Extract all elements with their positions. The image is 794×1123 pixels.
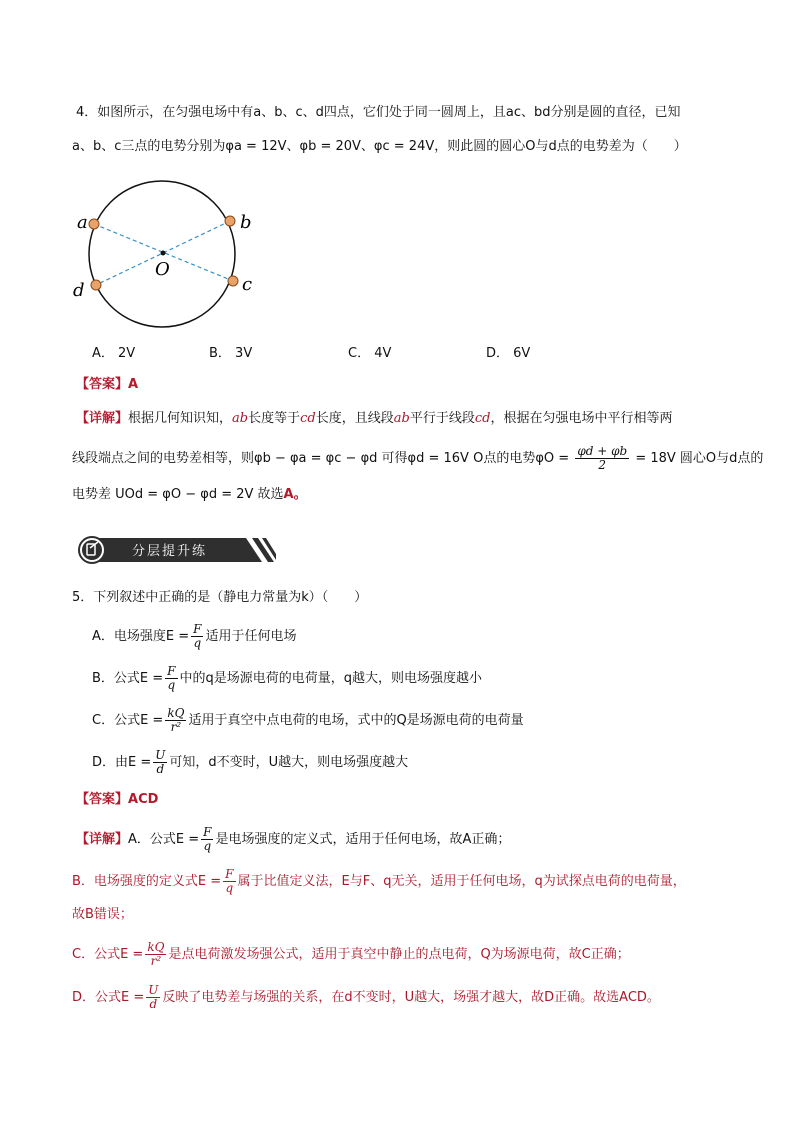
circle-figure	[66, 176, 256, 336]
q5-detail-a: 【详解】A．公式E = $\frac{F}{q}$ 是电场强度的定义式，适用于任何电场，故A正确；	[76, 825, 511, 853]
q4-option-d: D． 6V	[486, 346, 531, 361]
q4-option-b: B． 3V	[209, 346, 253, 361]
q5-detail-b-line2: 故B错误；	[72, 907, 133, 922]
label-c: c	[242, 274, 253, 295]
q4-answer	[76, 375, 138, 395]
label-a: a	[77, 212, 88, 233]
label-d: d	[73, 280, 85, 301]
section-banner	[76, 536, 276, 564]
q5-answer: 【答案】ACD	[76, 792, 159, 807]
q4-detail-line2: 线段端点之间的电势差相等，则φb − φa = φc − φd 可得φd = 16V O点的电势φO = $\frac{\varphi d + \varphi b}{2}$ = 18V 圆心O与d点的	[72, 444, 764, 472]
banner-label: 分层提升练	[132, 544, 208, 559]
answer-label: 【答案】	[76, 377, 129, 392]
q4-option-c: C． 4V	[348, 346, 392, 361]
q5-detail-d: D．公式E = $\frac{U}{d}$ 反映了电势差与场强的关系，在d不变时，U越大，场强才越大，故D正确。故选ACD。	[72, 983, 660, 1011]
q5-option-c: C．公式E = $\frac{kQ}{\text{r²}}$ 适用于真空中点电荷的电场，式中的Q是场源电荷的电荷量	[92, 706, 524, 734]
fraction: $\frac{\varphi d + \varphi b}{2}$	[577, 444, 628, 472]
q4-stem-line1: 4．如图所示，在匀强电场中有a、b、c、d四点，它们处于同一圆周上，且ac、bd分别是圆的直径，已知	[76, 105, 681, 120]
q5-stem: 5．下列叙述中正确的是（静电力常量为k）（ ）	[72, 590, 368, 605]
q5-detail-b: B．电场强度的定义式E = $\frac{F}{q}$ 属于比值定义法，E与F、q无关，适用于任何电场，q为试探点电荷的电荷量，	[72, 867, 686, 895]
q4-detail-line3: 电势差 UOd = φO − φd = 2V 故选A。	[72, 487, 307, 502]
q4-stem-line2: a、b、c三点的电势分别为φa = 12V、φb = 20V、φc = 24V，则此圆的圆心O与d点的电势差为（ ）	[72, 139, 687, 154]
q4-detail-line1: 【详解】根据几何知识知，ab长度等于cd长度，且线段ab平行于线段cd，根据在匀强电场中平行相等两	[76, 411, 673, 426]
q5-detail-c: C．公式E = $\frac{kQ}{\text{r²}}$ 是点电荷激发场强公式，适用于真空中静止的点电荷，Q为场源电荷，故C正确；	[72, 940, 630, 968]
q5-option-b: B．公式E = $\frac{F}{q}$ 中的q是场源电荷的电荷量，q越大，则电场强度越小	[92, 664, 483, 692]
answer-value: A	[128, 377, 139, 392]
label-o: O	[155, 259, 170, 280]
label-b: b	[240, 212, 252, 233]
q5-option-d: D．由E = $\frac{U}{d}$ 可知，d不变时，U越大，则电场强度越大	[92, 748, 409, 776]
q5-option-a: A．电场强度E = $\frac{F}{q}$ 适用于任何电场	[92, 622, 297, 650]
q4-option-a: A． 2V	[92, 346, 136, 361]
